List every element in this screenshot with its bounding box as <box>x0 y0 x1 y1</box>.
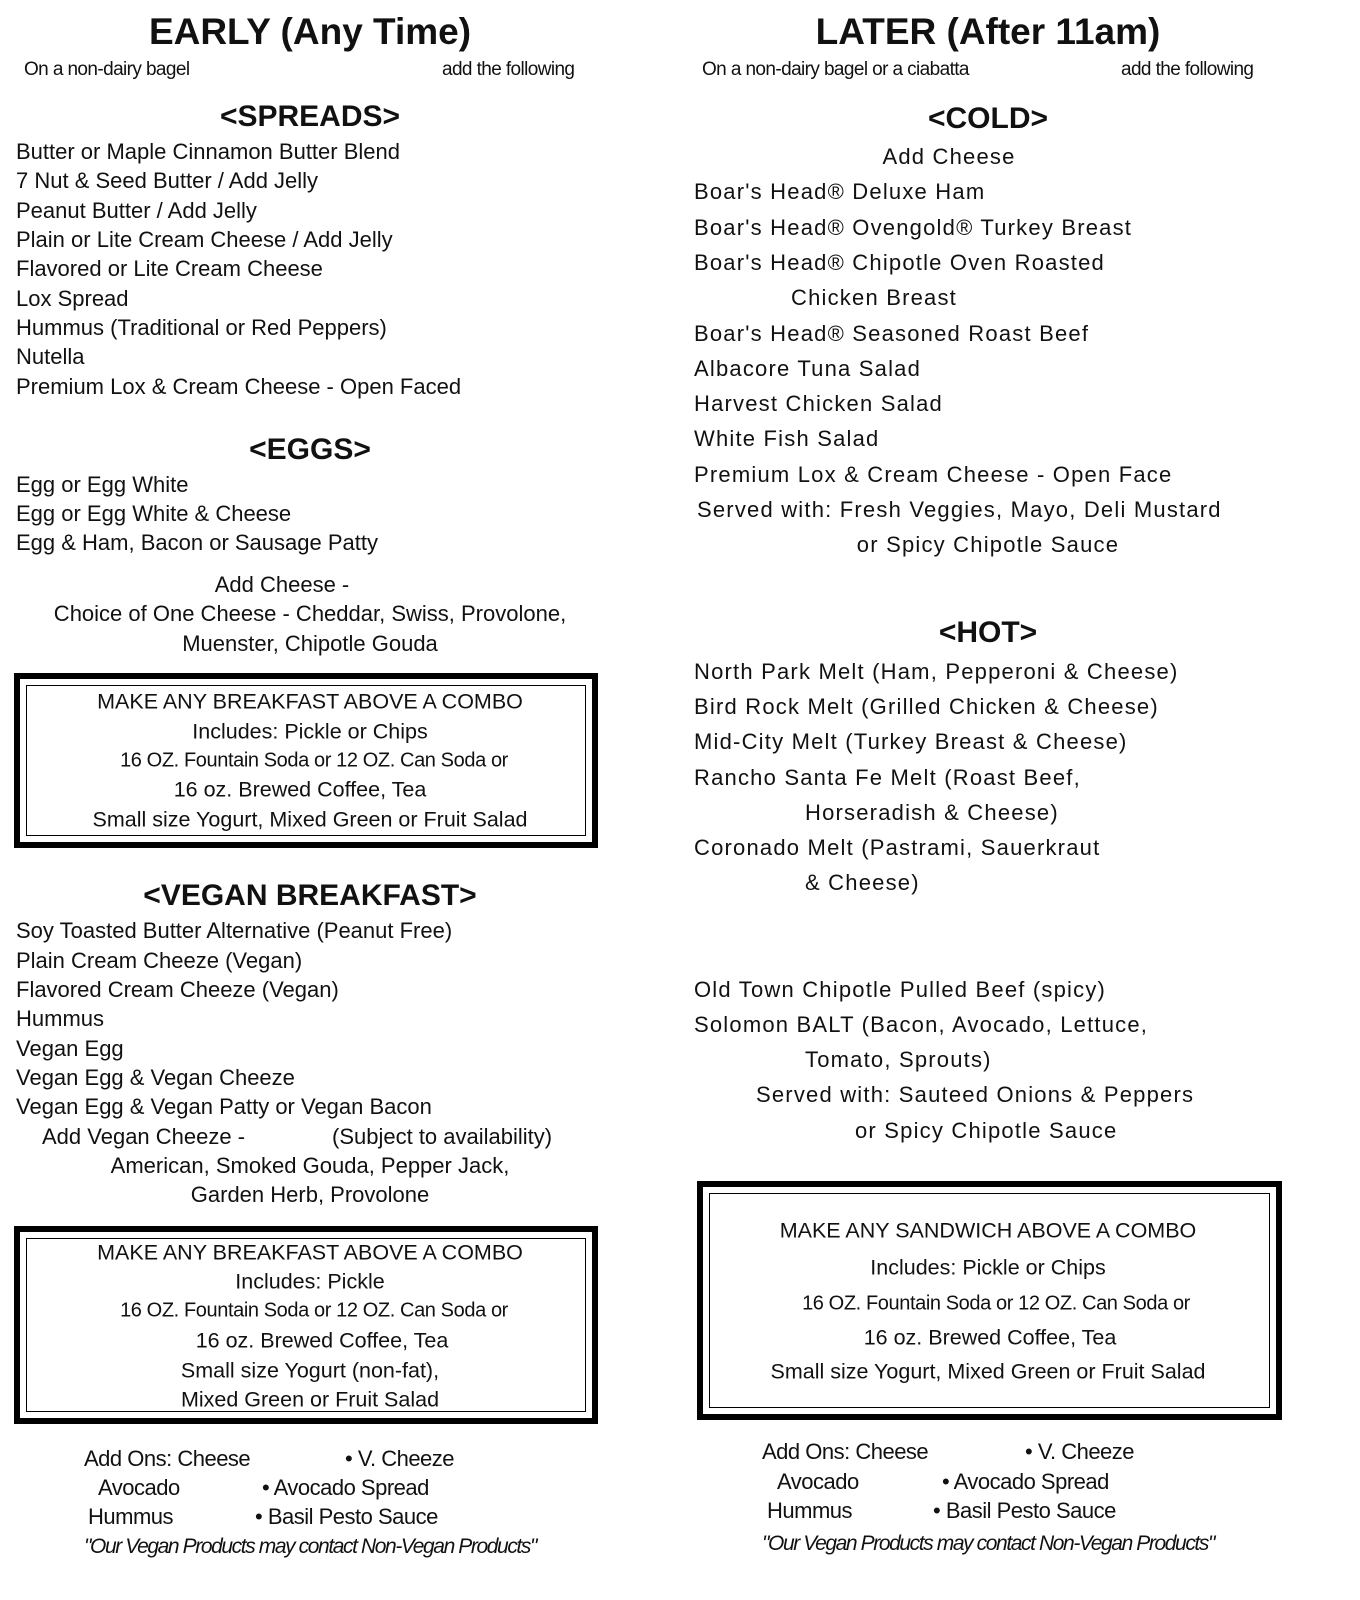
menu-item: Coronado Melt (Pastrami, Sauerkraut <box>694 835 1101 860</box>
menu-item: North Park Melt (Ham, Pepperoni & Cheese) <box>694 659 1179 684</box>
menu-item: Plain or Lite Cream Cheese / Add Jelly <box>16 227 393 252</box>
menu-item: Boar's Head® Ovengold® Turkey Breast <box>694 215 1133 240</box>
served-with-note: or Spicy Chipotle Sauce <box>855 1118 1118 1143</box>
combo-line: 16 oz. Brewed Coffee, Tea <box>195 1328 449 1353</box>
menu-item: Tomato, Sprouts) <box>805 1047 992 1072</box>
cheese-choices: Choice of One Cheese - Cheddar, Swiss, Provolone, <box>53 601 567 626</box>
combo-line: 16 OZ. Fountain Soda or 12 OZ. Can Soda or <box>802 1292 1190 1315</box>
addon-item: Hummus <box>88 1504 174 1529</box>
combo-line: 16 OZ. Fountain Soda or 12 OZ. Can Soda or <box>120 1299 508 1322</box>
menu-item: Albacore Tuna Salad <box>694 356 922 381</box>
menu-item: Hummus (Traditional or Red Peppers) <box>16 315 387 340</box>
combo-line: Small size Yogurt, Mixed Green or Fruit Salad <box>92 807 528 832</box>
menu-item: Nutella <box>16 344 85 369</box>
hot-heading: <HOT> <box>938 616 1038 649</box>
menu-item: Bird Rock Melt (Grilled Chicken & Cheese) <box>694 694 1159 719</box>
combo-line: Includes: Pickle <box>235 1269 385 1294</box>
menu-item: Boar's Head® Deluxe Ham <box>694 179 986 204</box>
menu-item: Solomon BALT (Bacon, Avocado, Lettuce, <box>694 1012 1149 1037</box>
spreads-heading: <SPREADS> <box>219 100 401 133</box>
later-title: LATER (After 11am) <box>815 11 1161 52</box>
eggs-heading: <EGGS> <box>249 433 371 466</box>
menu-item: Vegan Egg & Vegan Cheeze <box>16 1065 295 1090</box>
cheeze-choices: American, Smoked Gouda, Pepper Jack, <box>110 1153 510 1178</box>
early-subtitle-left: On a non-dairy bagel <box>24 59 190 80</box>
menu-item: Vegan Egg <box>16 1036 124 1061</box>
menu-item: Premium Lox & Cream Cheese - Open Faced <box>16 374 462 399</box>
addon-item: Avocado <box>98 1475 180 1500</box>
addon-item: • Avocado Spread <box>942 1469 1109 1494</box>
addon-item: • Avocado Spread <box>262 1475 429 1500</box>
combo-line: Includes: Pickle or Chips <box>192 719 428 744</box>
menu-item: Horseradish & Cheese) <box>805 800 1059 825</box>
menu-item: White Fish Salad <box>694 426 880 451</box>
availability-note: (Subject to availability) <box>332 1124 553 1149</box>
combo-line: MAKE ANY SANDWICH ABOVE A COMBO <box>779 1218 1197 1243</box>
addon-item: • V. Cheeze <box>345 1446 455 1471</box>
addon-item: Add Ons: Cheese <box>84 1446 251 1471</box>
combo-line: 16 oz. Brewed Coffee, Tea <box>173 777 427 802</box>
menu-item: Flavored Cream Cheeze (Vegan) <box>16 977 339 1002</box>
served-with-note: Served with: Sauteed Onions & Peppers <box>756 1082 1195 1107</box>
menu-item: Plain Cream Cheeze (Vegan) <box>16 948 303 973</box>
early-subtitle-right: add the following <box>442 59 575 80</box>
menu-item: Boar's Head® Seasoned Roast Beef <box>694 321 1090 346</box>
menu-item: Egg or Egg White <box>16 472 189 497</box>
add-cheese-note: Add Cheese - <box>214 572 350 597</box>
menu-item: 7 Nut & Seed Butter / Add Jelly <box>16 168 319 193</box>
menu-item: Boar's Head® Chipotle Oven Roasted <box>694 250 1105 275</box>
combo-line: Mixed Green or Fruit Salad <box>180 1387 440 1412</box>
addon-item: • Basil Pesto Sauce <box>933 1498 1116 1523</box>
later-subtitle-left: On a non-dairy bagel or a ciabatta <box>702 59 969 80</box>
combo-line: Small size Yogurt (non-fat), <box>180 1358 440 1383</box>
combo-line: MAKE ANY BREAKFAST ABOVE A COMBO <box>97 1240 523 1265</box>
combo-line: 16 OZ. Fountain Soda or 12 OZ. Can Soda or <box>120 749 508 772</box>
menu-item: Hummus <box>16 1006 105 1031</box>
menu-item: Egg or Egg White & Cheese <box>16 501 292 526</box>
addon-item: Hummus <box>767 1498 853 1523</box>
combo-line: MAKE ANY BREAKFAST ABOVE A COMBO <box>97 689 523 714</box>
addon-item: • Basil Pesto Sauce <box>255 1504 438 1529</box>
vegan-heading: <VEGAN BREAKFAST> <box>143 879 477 912</box>
served-with-note: Served with: Fresh Veggies, Mayo, Deli Mustard <box>697 497 1222 522</box>
early-title: EARLY (Any Time) <box>148 11 472 52</box>
menu-item: & Cheese) <box>805 870 920 895</box>
combo-line: Includes: Pickle or Chips <box>870 1255 1106 1280</box>
cheeze-choices: Garden Herb, Provolone <box>190 1182 430 1207</box>
later-subtitle-right: add the following <box>1121 59 1254 80</box>
cold-heading: <COLD> <box>927 102 1049 135</box>
combo-line: 16 oz. Brewed Coffee, Tea <box>863 1325 1117 1350</box>
menu-item: Flavored or Lite Cream Cheese <box>16 256 323 281</box>
add-cheese-note: Add Cheese <box>882 144 1016 169</box>
addon-item: Add Ons: Cheese <box>762 1439 929 1464</box>
vegan-disclaimer: "Our Vegan Products may contact Non-Vegan Products" <box>761 1532 1215 1555</box>
served-with-note: or Spicy Chipotle Sauce <box>856 532 1120 557</box>
menu-item: Lox Spread <box>16 286 129 311</box>
menu-item: Soy Toasted Butter Alternative (Peanut Free) <box>16 918 453 943</box>
menu-item: Chicken Breast <box>791 285 957 310</box>
menu-item: Butter or Maple Cinnamon Butter Blend <box>16 139 400 164</box>
menu-item: Vegan Egg & Vegan Patty or Vegan Bacon <box>16 1094 432 1119</box>
combo-line: Small size Yogurt, Mixed Green or Fruit Salad <box>770 1359 1206 1384</box>
menu-item: Peanut Butter / Add Jelly <box>16 198 257 223</box>
menu-item: Premium Lox & Cream Cheese - Open Face <box>694 462 1173 487</box>
add-vegan-cheeze-note: Add Vegan Cheeze - <box>42 1124 246 1149</box>
menu-item: Harvest Chicken Salad <box>694 391 943 416</box>
menu-item: Mid-City Melt (Turkey Breast & Cheese) <box>694 729 1128 754</box>
addon-item: • V. Cheeze <box>1025 1439 1135 1464</box>
menu-item: Rancho Santa Fe Melt (Roast Beef, <box>694 765 1081 790</box>
vegan-disclaimer: "Our Vegan Products may contact Non-Vegan Products" <box>83 1535 537 1558</box>
addon-item: Avocado <box>777 1469 859 1494</box>
menu-item: Old Town Chipotle Pulled Beef (spicy) <box>694 977 1107 1002</box>
menu-item: Egg & Ham, Bacon or Sausage Patty <box>16 530 378 555</box>
cheese-choices: Muenster, Chipotle Gouda <box>182 631 438 656</box>
